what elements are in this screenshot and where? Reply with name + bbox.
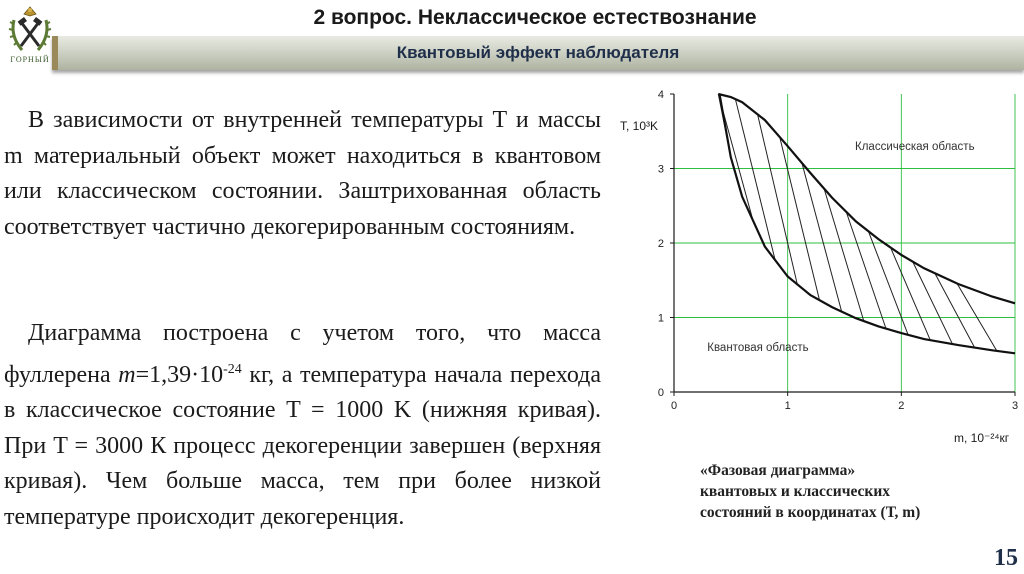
y-tick-label: 0 [657,387,664,399]
y-tick-label: 1 [657,312,664,325]
caption-line-3: состояний в координатах (Т, m) [700,504,921,521]
x-tick-label: 3 [1011,400,1019,412]
hatch-line [758,114,798,284]
y-tick-label: 4 [657,89,664,101]
figure-caption [700,460,1018,523]
phase-diagram-chart [616,86,1024,456]
slide-subtitle: Квантовый эффект наблюдателя [396,43,680,62]
paragraph-intro: В зависимости от внутренней температуры T и массы m материальный объект может находиться в квантовом или классическом состоянии. Заштрихованная область соответствует частично декогерированным состояниям. [4,107,601,240]
paragraph-details [4,316,601,535]
exponent: -24 [223,361,242,377]
caption-line-2: квантовых и классических [700,483,891,500]
curves [718,94,1015,353]
x-tick-label: 1 [784,400,791,412]
region-label-quantum: Квантовая область [707,342,809,355]
paragraph-details-part1: Диаграмма построена с учетом того, что масса фуллерена [4,320,601,388]
hatch-line [935,273,975,347]
hatch-line [913,262,953,344]
logo-text: ГОРНЫЙ [10,55,50,64]
region-label-classical: Классическая область [855,140,975,153]
page-number: 15 [994,545,1018,571]
x-tick-label: 0 [670,400,678,412]
lower-curve [720,94,1016,353]
y-tick-label: 2 [657,238,664,250]
slide-title: 2 вопрос. Неклассическое естествознание [313,6,757,29]
paragraph-details-value: =1,39·10 [135,361,224,388]
y-tick-label: 3 [657,163,664,176]
x-axis-label: m, 10⁻²⁴кг [954,431,1010,445]
caption-line-1: «Фазовая диаграмма» [700,462,856,479]
x-tick-label: 2 [898,400,905,412]
paragraph-details-part2: кг, а температура начала перехода в классическое состояние T = 1000 K (нижняя кривая). При T = 3000 К процесс декогеренции завершен (верхняя кривая). Чем больше масса, тем при более низкой температуре происходит декогеренция. [4,361,601,530]
mass-symbol: m [118,361,136,388]
tick-labels [658,89,1018,412]
y-axis-label: T, 10³K [620,119,659,133]
